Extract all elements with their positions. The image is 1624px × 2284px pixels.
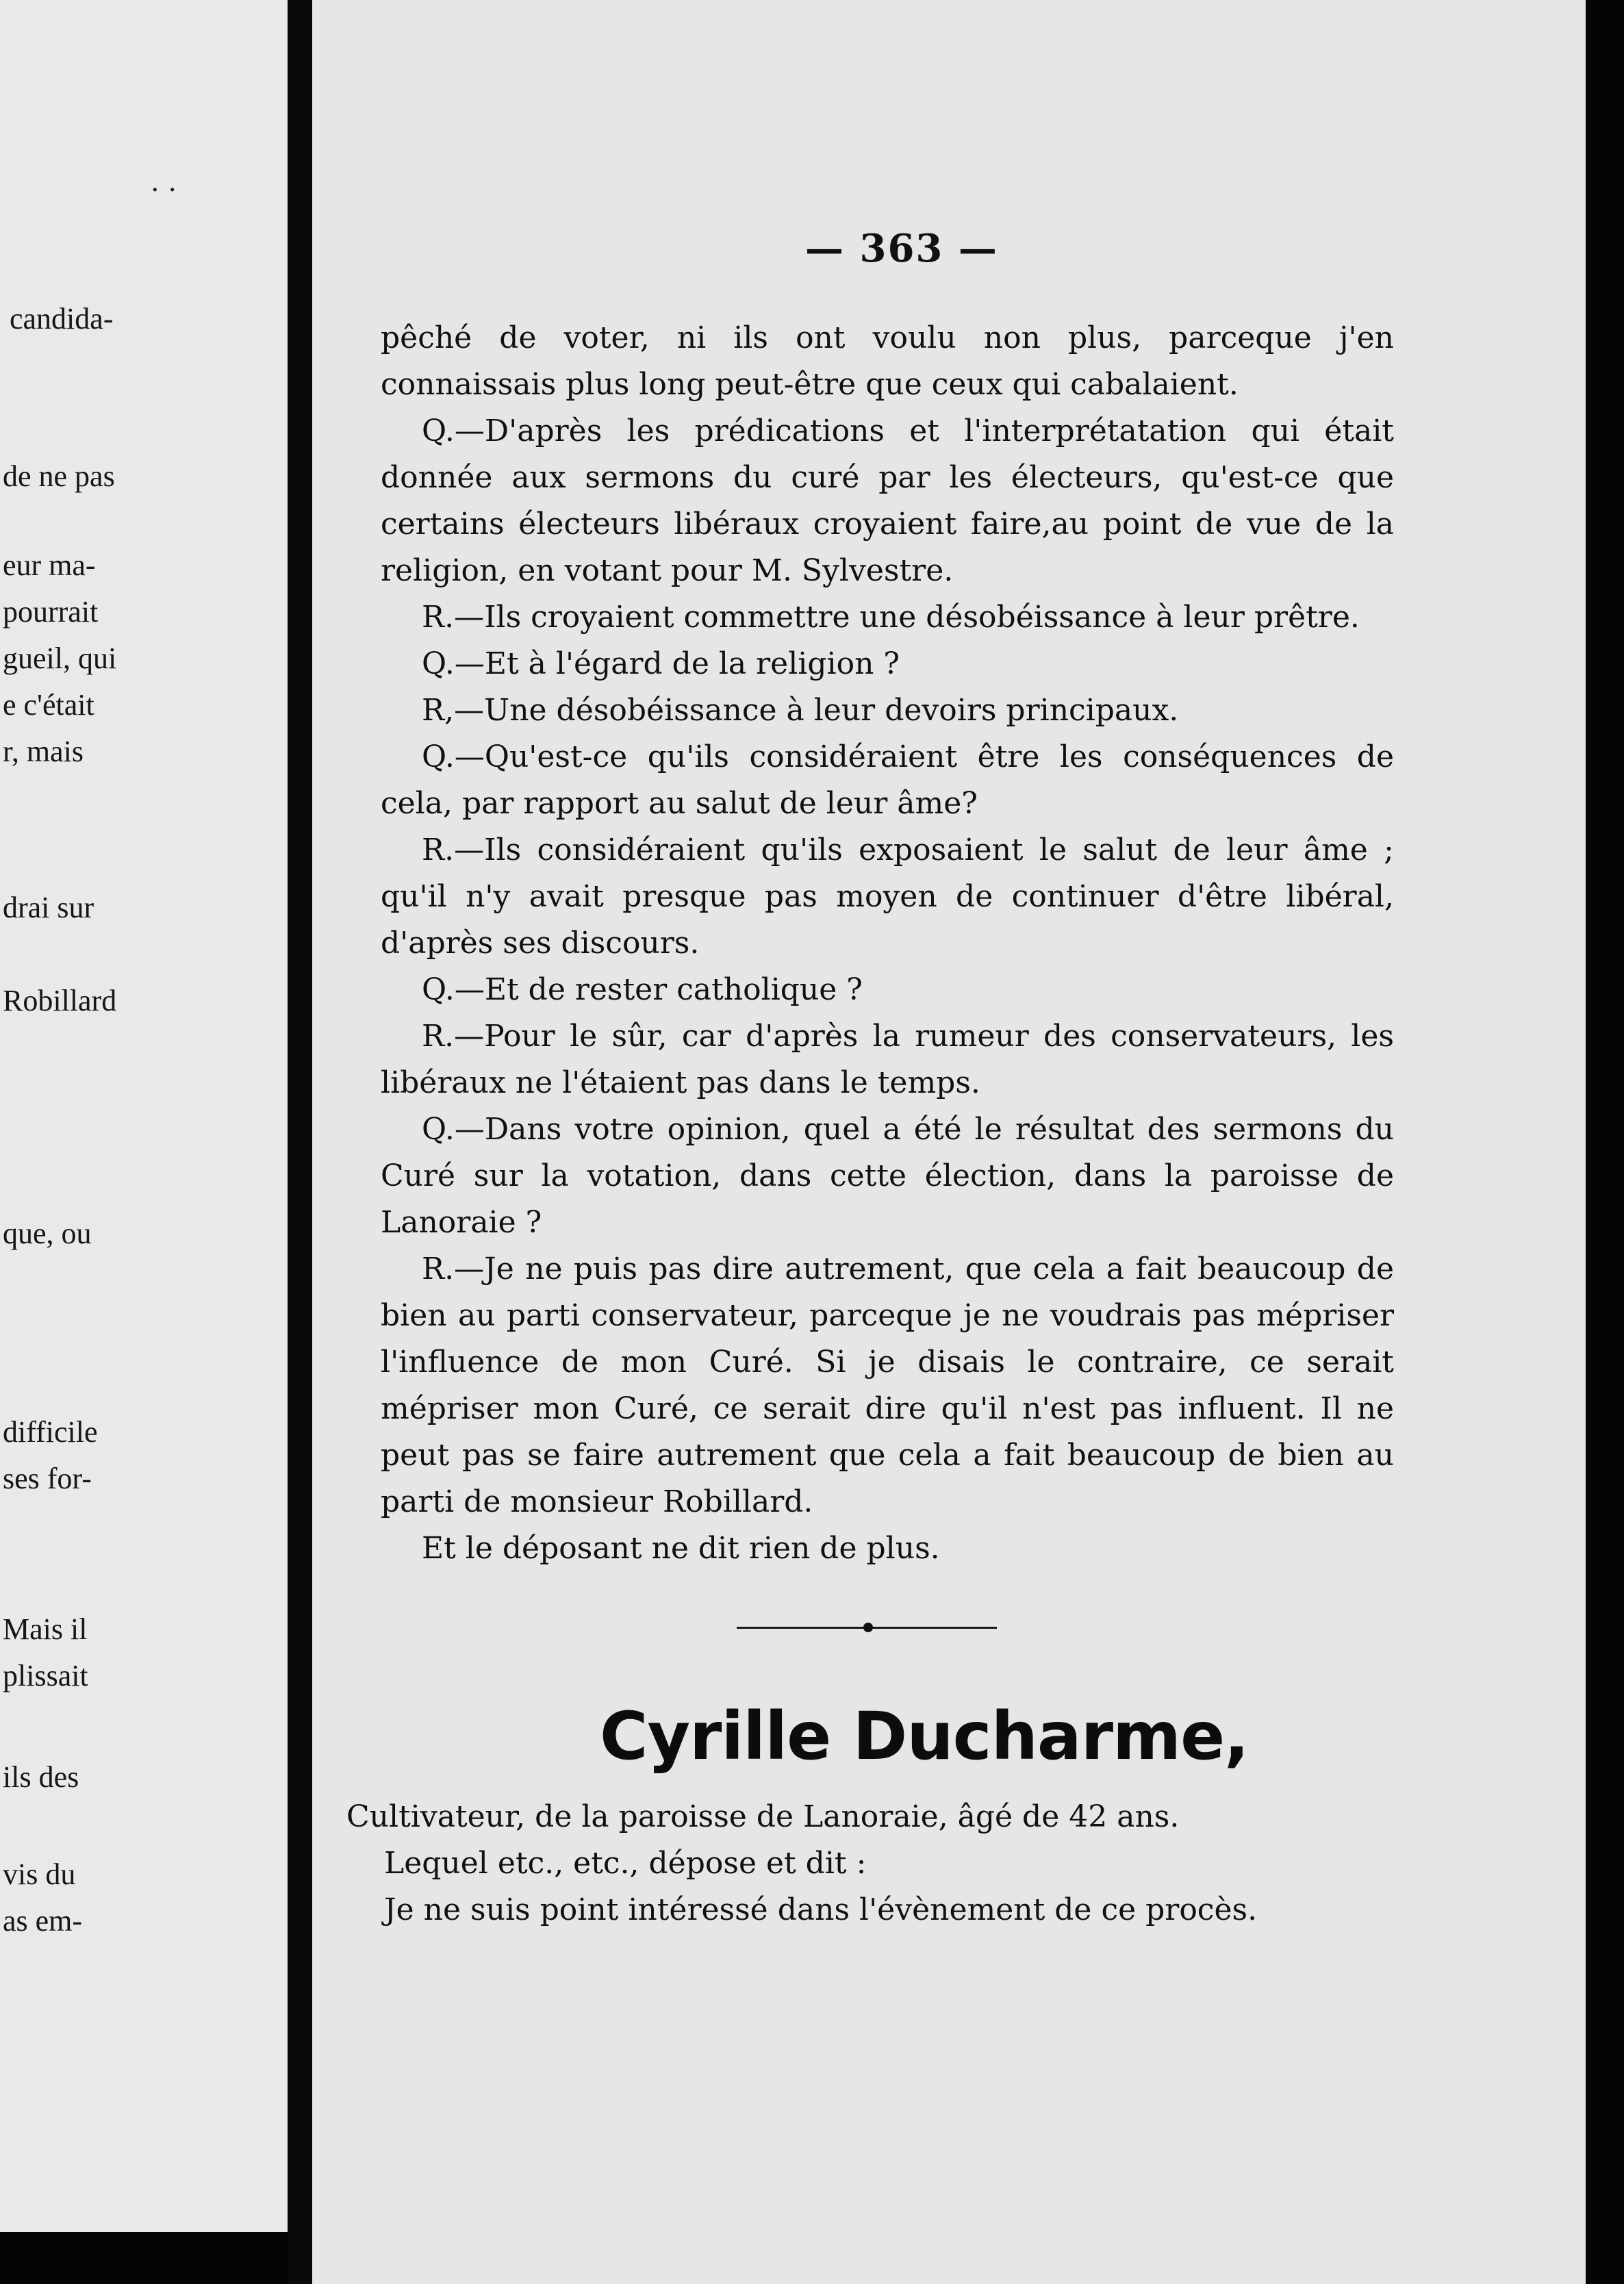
paragraph: pêché de voter, ni ils ont voulu non plus, parceque j'en connaissais plus long peut-être que ceux qui cabalaient. bbox=[381, 320, 1394, 402]
facing-page-fragment: Robillard bbox=[3, 984, 117, 1017]
answer-paragraph: R.—Ils croyaient commettre une désobéissance à leur prêtre. bbox=[422, 600, 1360, 635]
scan-border bbox=[0, 2232, 288, 2284]
closing-paragraph: Et le déposant ne dit rien de plus. bbox=[422, 1531, 940, 1566]
facing-page bbox=[0, 0, 288, 2232]
facing-page-fragment: ils des bbox=[3, 1760, 79, 1794]
book-gutter bbox=[288, 0, 312, 2284]
facing-page-fragment: plissait bbox=[3, 1659, 88, 1692]
answer-paragraph: R.—Ils considéraient qu'ils exposaient le salut de leur âme ; qu'il n'y avait presque pas moyen de continuer d'être libéral, d'après ses discours. bbox=[381, 833, 1394, 961]
page-number: — 363 — bbox=[805, 226, 998, 271]
scan-border bbox=[1586, 0, 1624, 2284]
answer-paragraph: R,—Une désobéissance à leur devoirs principaux. bbox=[422, 693, 1179, 728]
deposition-text bbox=[381, 315, 1394, 1572]
facing-page-fragment: ses for- bbox=[3, 1462, 92, 1495]
answer-paragraph: R.—Je ne puis pas dire autrement, que cela a fait beaucoup de bien au parti conservateur, parceque je ne voudrais pas mépriser l'influence de mon Curé. Si je disais le contraire, ce serait mépriser mon Curé, ce serait dire qu'il n'est pas influent. Il ne peut pas se faire autrement que cela a fait beaucoup de bien au parti de monsieur Robillard. bbox=[381, 1252, 1394, 1519]
speck: · · bbox=[151, 175, 177, 206]
facing-page-fragment: de ne pas bbox=[3, 459, 115, 493]
facing-page-fragment: gueil, qui bbox=[3, 642, 117, 675]
facing-page-fragment: drai sur bbox=[3, 891, 94, 924]
facing-page-fragment: as em- bbox=[3, 1904, 83, 1938]
question-paragraph: Q.—Et de rester catholique ? bbox=[422, 972, 863, 1007]
question-paragraph: Q.—Qu'est-ce qu'ils considéraient être les conséquences de cela, par rapport au salut de leur âme? bbox=[381, 739, 1394, 821]
facing-page-fragment: e c'était bbox=[3, 688, 94, 722]
witness-statement: Je ne suis point intéressé dans l'évènement de ce procès. bbox=[384, 1892, 1258, 1927]
witness-oath: Lequel etc., etc., dépose et dit : bbox=[384, 1846, 867, 1881]
book-page bbox=[312, 0, 1586, 2284]
facing-page-fragment: candida- bbox=[10, 302, 114, 335]
facing-page-fragment: eur ma- bbox=[3, 548, 96, 582]
question-paragraph: Q.—Dans votre opinion, quel a été le résultat des sermons du Curé sur la votation, dans cette élection, dans la paroisse de Lanoraie ? bbox=[381, 1112, 1394, 1240]
witness-intro bbox=[346, 1794, 1414, 1933]
question-paragraph: Q.—Et à l'égard de la religion ? bbox=[422, 646, 900, 681]
facing-page-fragment: que, ou bbox=[3, 1217, 92, 1250]
facing-page-fragment: difficile bbox=[3, 1415, 98, 1449]
facing-page-fragment: r, mais bbox=[3, 735, 84, 768]
answer-paragraph: R.—Pour le sûr, car d'après la rumeur des conservateurs, les libéraux ne l'étaient pas dans le temps. bbox=[381, 1019, 1394, 1100]
facing-page-fragment: vis du bbox=[3, 1857, 76, 1891]
facing-page-fragment: pourrait bbox=[3, 595, 99, 629]
witness-heading: Cyrille Ducharme, bbox=[600, 1698, 1249, 1775]
question-paragraph: Q.—D'après les prédications et l'interprétatation qui était donnée aux sermons du curé par les électeurs, qu'est-ce que certains électeurs libéraux croyaient faire,au point de vue de la religion, en votant pour M. Sylvestre. bbox=[381, 414, 1394, 588]
witness-description: Cultivateur, de la paroisse de Lanoraie, âgé de 42 ans. bbox=[346, 1799, 1180, 1834]
divider-ornament bbox=[863, 1623, 873, 1632]
facing-page-fragment: Mais il bbox=[3, 1612, 88, 1646]
